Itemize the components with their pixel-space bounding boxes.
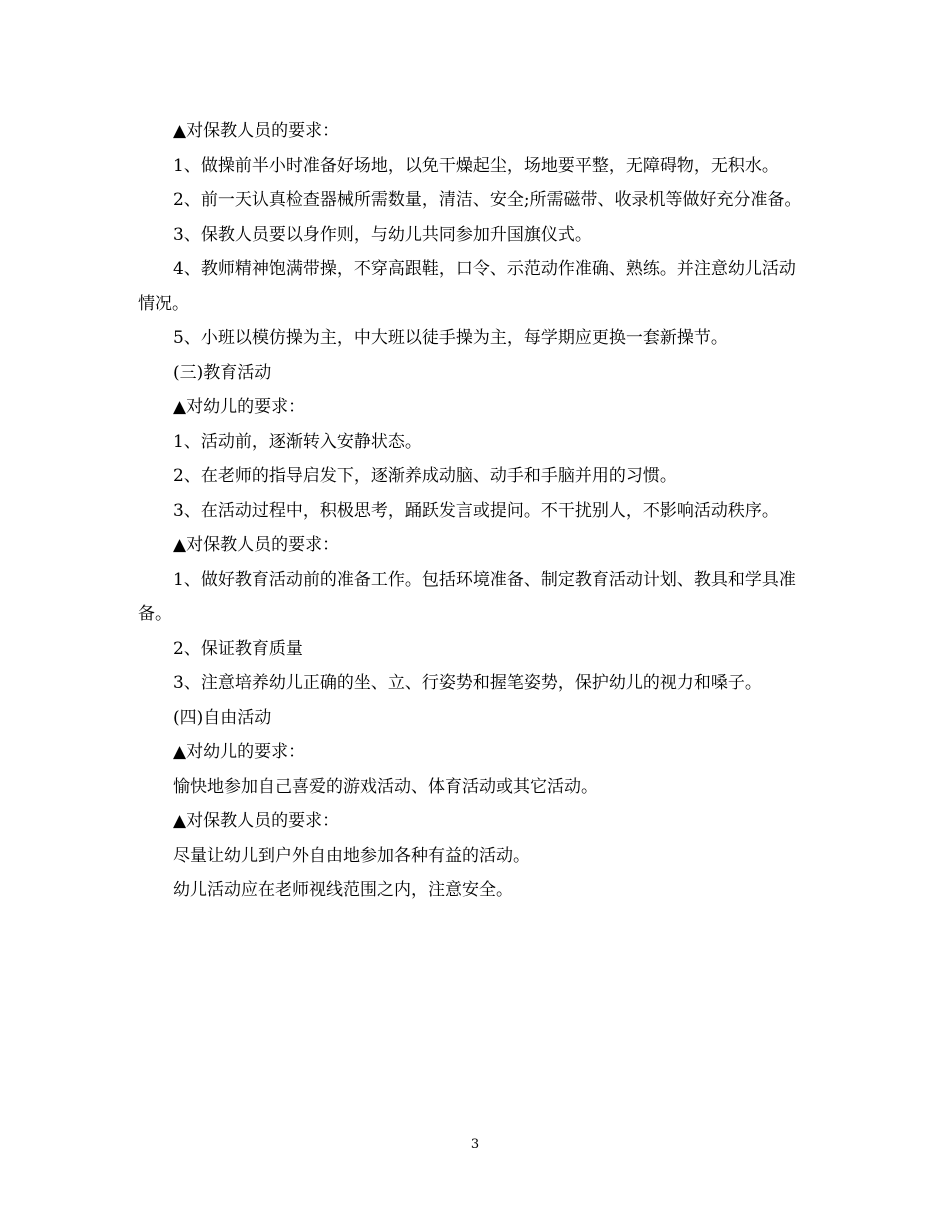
paragraph-item-5: 5、小班以模仿操为主，中大班以徒手操为主，每学期应更换一套新操节。 [173, 328, 728, 348]
paragraph-text: 愉快地参加自己喜爱的游戏活动、体育活动或其它活动。 [173, 776, 598, 797]
paragraph-children-requirements-heading: ▲对幼儿的要求： [173, 397, 306, 417]
paragraph-item-3: 3、保教人员要以身作则，与幼儿共同参加升国旗仪式。 [173, 224, 592, 245]
paragraph-item-3: 3、注意培养幼儿正确的坐、立、行姿势和握笔姿势，保护幼儿的视力和嗓子。 [173, 673, 762, 693]
paragraph-staff-requirements-heading: ▲对保教人员的要求： [173, 535, 340, 555]
paragraph-item-2: 2、前一天认真检查器械所需数量，清洁、安全;所需磁带、收录机等做好充分准备。 [173, 190, 802, 210]
document-body [138, 114, 808, 908]
paragraph-item-1: 1、做好教育活动前的准备工作。包括环境准备、制定教育活动计划、教具和学具准备。 [138, 569, 796, 624]
section-heading-education-activity: (三)教育活动 [173, 362, 272, 383]
paragraph-text: 幼儿活动应在老师视线范围之内，注意安全。 [173, 880, 513, 900]
paragraph-staff-requirements-heading: ▲对保教人员的要求： [173, 121, 340, 141]
section-heading-free-activity: (四)自由活动 [173, 707, 272, 728]
paragraph-item-4: 4、教师精神饱满带操，不穿高跟鞋，口令、示范动作准确、熟练。并注意幼儿活动情况。 [138, 259, 796, 314]
paragraph-item-2: 2、在老师的指导启发下，逐渐养成动脑、动手和手脑并用的习惯。 [173, 466, 677, 486]
paragraph-text: 尽量让幼儿到户外自由地参加各种有益的活动。 [173, 845, 530, 866]
paragraph-item-1: 1、活动前，逐渐转入安静状态。 [173, 431, 422, 452]
paragraph-children-requirements-heading: ▲对幼儿的要求： [173, 742, 306, 762]
paragraph-staff-requirements-heading: ▲对保教人员的要求： [173, 811, 340, 831]
page-number: 3 [470, 1137, 480, 1152]
paragraph-item-1: 1、做操前半小时准备好场地，以免干燥起尘，场地要平整，无障碍物，无积水。 [173, 155, 779, 176]
paragraph-item-2: 2、保证教育质量 [173, 638, 303, 659]
paragraph-item-3: 3、在活动过程中，积极思考，踊跃发言或提问。不干扰别人，不影响活动秩序。 [173, 500, 779, 521]
